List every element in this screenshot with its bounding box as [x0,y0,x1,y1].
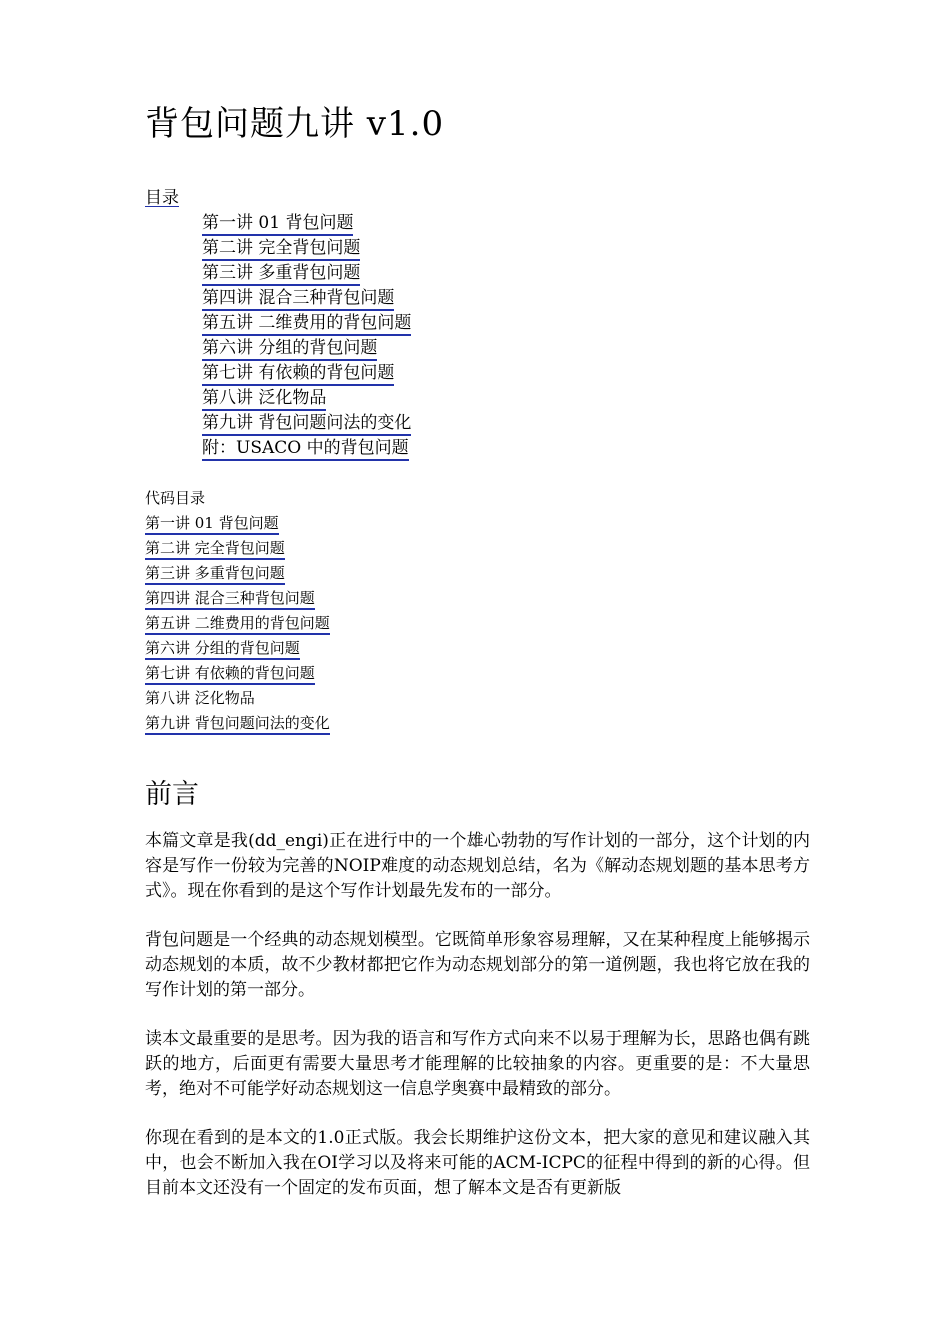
code-toc-list [145,512,330,737]
toc-link-lecture-8[interactable]: 第八讲 泛化物品 [202,388,326,411]
toc-list [202,211,411,461]
toc-link-lecture-3[interactable]: 第三讲 多重背包问题 [202,263,360,286]
code-link-lecture-2[interactable]: 第二讲 完全背包问题 [145,539,285,560]
toc-link-lecture-2[interactable]: 第二讲 完全背包问题 [202,238,360,261]
toc-heading-link[interactable]: 目录 [145,188,179,208]
code-toc-item [145,512,330,537]
code-link-lecture-9[interactable]: 第九讲 背包问题问法的变化 [145,714,330,735]
toc-item [202,386,411,411]
toc-link-lecture-5[interactable]: 第五讲 二维费用的背包问题 [202,313,411,336]
code-toc-item [145,687,330,712]
preface-body [145,829,810,1225]
toc-link-lecture-7[interactable]: 第七讲 有依赖的背包问题 [202,363,394,386]
toc-link-lecture-1[interactable]: 第一讲 01 背包问题 [202,213,353,236]
toc-item [202,311,411,336]
toc-item [202,411,411,436]
toc-link-lecture-9[interactable]: 第九讲 背包问题问法的变化 [202,413,411,436]
toc-item [202,336,411,361]
preface-paragraph: 你现在看到的是本文的1.0正式版。我会长期维护这份文本，把大家的意见和建议融入其中，也会不断加入我在OI学习以及将来可能的ACM-ICPC的征程中得到的新的心得。但目前本文还没有一个固定的发布页面，想了解本文是否有更新版 [145,1128,810,1198]
toc-link-appendix[interactable]: 附：USACO 中的背包问题 [202,438,409,461]
preface-paragraph: 本篇文章是我(dd_engi)正在进行中的一个雄心勃勃的写作计划的一部分，这个计划的内容是写作一份较为完善的NOIP难度的动态规划总结，名为《解动态规划题的基本思考方式》。现在你看到的是这个写作计划最先发布的一部分。 [145,831,810,901]
code-toc-heading: 代码目录 [145,489,206,507]
toc-item [202,236,411,261]
code-toc-item [145,587,330,612]
code-toc-item [145,612,330,637]
preface-paragraph: 背包问题是一个经典的动态规划模型。它既简单形象容易理解，又在某种程度上能够揭示动态规划的本质，故不少教材都把它作为动态规划部分的第一道例题，我也将它放在我的写作计划的第一部分。 [145,930,810,1000]
preface-heading: 前言 [145,779,199,810]
toc-item [202,436,411,461]
code-toc-item [145,637,330,662]
code-toc-item [145,712,330,737]
code-link-lecture-6[interactable]: 第六讲 分组的背包问题 [145,639,300,660]
code-toc-item [145,537,330,562]
document-title: 背包问题九讲 v1.0 [145,104,445,144]
toc-item [202,261,411,286]
preface-paragraph: 读本文最重要的是思考。因为我的语言和写作方式向来不以易于理解为长，思路也偶有跳跃的地方，后面更有需要大量思考才能理解的比较抽象的内容。更重要的是：不大量思考，绝对不可能学好动态规划这一信息学奥赛中最精致的部分。 [145,1029,810,1099]
toc-item [202,286,411,311]
code-link-lecture-7[interactable]: 第七讲 有依赖的背包问题 [145,664,315,685]
toc-item [202,211,411,236]
code-toc-item [145,562,330,587]
code-link-lecture-5[interactable]: 第五讲 二维费用的背包问题 [145,614,330,635]
code-link-lecture-4[interactable]: 第四讲 混合三种背包问题 [145,589,315,610]
toc-item [202,361,411,386]
code-link-lecture-3[interactable]: 第三讲 多重背包问题 [145,564,285,585]
toc-link-lecture-4[interactable]: 第四讲 混合三种背包问题 [202,288,394,311]
toc-link-lecture-6[interactable]: 第六讲 分组的背包问题 [202,338,377,361]
code-toc-item [145,662,330,687]
code-link-lecture-1[interactable]: 第一讲 01 背包问题 [145,514,279,535]
code-item-lecture-8: 第八讲 泛化物品 [145,689,255,707]
